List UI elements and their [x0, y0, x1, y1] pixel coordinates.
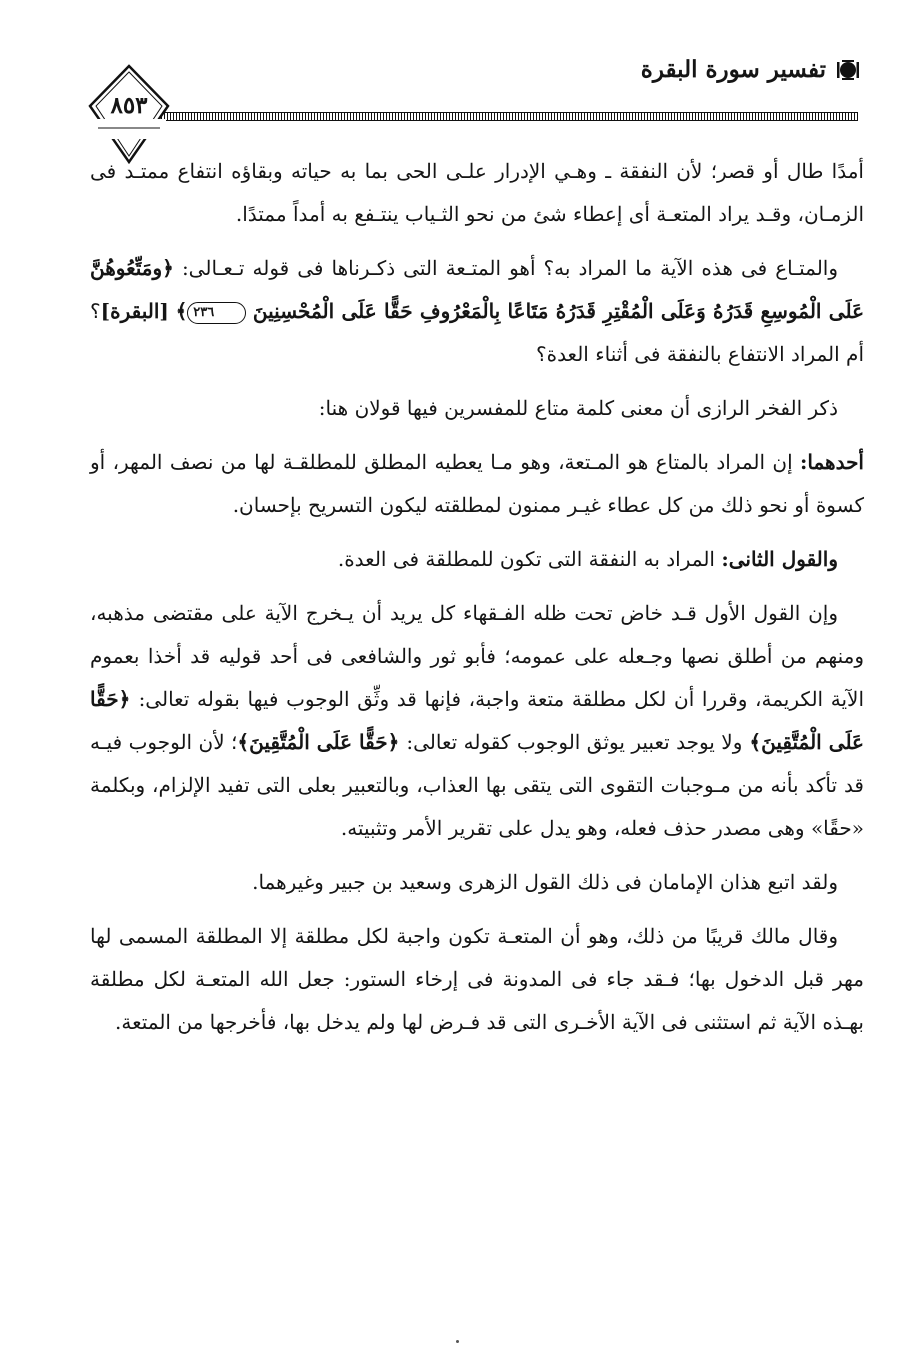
paragraph-text: أمدًا طال أو قصر؛ لأن النفقة ـ وهـي الإدرار علـى الحى بما به حياته وبقاؤه انتفاع ممتـد فى الزمـان، وقـد يراد المتعـة أى إعطاء شئ من نحو الثـياب ينتـفع به أمداً ممتدًا.	[90, 159, 864, 226]
quran-close-bracket: ﴾	[175, 299, 188, 323]
paragraph-text: ولقد اتبع هذان الإمامان فى ذلك القول الزهرى وسعيد بن جبير وغيرهما.	[252, 870, 838, 894]
page-number: ٨٥٣	[110, 92, 148, 119]
paragraph	[90, 538, 864, 581]
paragraph-text: وقال مالك قريبًا من ذلك، وهو أن المتعـة تكون واجبة لكل مطلقة إلا المطلقة المسمى لها مهر قبل الدخول بها؛ فـقد جاء فى المدونة فى إرخاء الستور: جعل الله المتعـة لكل مطلقة بهـذه الآية ثم استثنى فى الآية الأخـرى التى قد فـرض لها ولم يدخل بها، فأخرجها من المتعة.	[90, 924, 864, 1034]
surah-reference: [البقرة]	[100, 299, 169, 323]
paragraph-text: والمتـاع فى هذه الآية ما المراد به؟ أهو المتـعة التى ذكـرناها فى قوله تـعـالى:	[181, 256, 839, 280]
paragraph-text: إن المراد بالمتاع هو المـتعة، وهو مـا يعطيه المطلق للمطلقـة لها من نصف المهر، أو كسوة أو نحو ذلك من كل عطاء غيـر ممنون لمطلقته ليكون التسريح بإحسان.	[90, 450, 864, 517]
ornament-icon	[834, 58, 862, 82]
running-title: تفسير سورة البقرة	[640, 56, 826, 83]
header-rule	[158, 112, 858, 121]
page-body	[90, 150, 864, 1055]
paragraph-text: المراد به النفقة التى تكون للمطلقة فى العدة.	[337, 547, 722, 571]
ayah-number: ٢٣٦	[187, 302, 246, 324]
page-header	[88, 52, 862, 162]
paragraph	[90, 915, 864, 1044]
paragraph-text: ذكر الفخر الرازى أن معنى كلمة متاع للمفسرين فيها قولان هنا:	[318, 396, 838, 420]
paragraph	[90, 592, 864, 850]
paragraph-label: والقول الثانى:	[721, 547, 838, 571]
paragraph-text: ولا يوجد تعبير يوثق الوجوب كقوله تعالى:	[406, 730, 743, 754]
paragraph	[90, 150, 864, 236]
paragraph	[90, 387, 864, 430]
quran-verse: ﴿حَقًّا عَلَى الْمُتَّقِينَ﴾	[90, 687, 864, 754]
quran-verse: ﴿ومَتِّعُوهُنَّ عَلَى الْمُوسِعِ قَدَرُهُ وَعَلَى الْمُقْتِرِ قَدَرُهُ مَتَاعًا بِالْمَعْرُوفِ حَقًّا عَلَى الْمُحْسِنِينَ	[90, 256, 864, 323]
quran-verse: ﴿حَقًّا عَلَى الْمُتَّقِينَ﴾	[237, 730, 407, 754]
paragraph-text: ؟ أم المراد الانتفاع بالنفقة فى أثناء العدة؟	[90, 299, 864, 366]
paragraph	[90, 861, 864, 904]
paragraph-label: أحدهما:	[799, 450, 864, 474]
paragraph	[90, 247, 864, 376]
paragraph-text: ؛ لأن الوجوب فيـه قد تأكد بأنه من مـوجبات التقوى التى يتقى بها العذاب، وبالتعبير بعلى التى تفيد الإلزام، وبكلمة «حقًا» وهى مصدر حذف فعله، وهو يدل على تقرير الأمر وتثبيته.	[90, 730, 864, 840]
paragraph-text: وإن القول الأول قـد خاض تحت ظله الفـقهاء كل يريد أن يـخرج الآية على مقتضى مذهبه، ومنهم من أطلق نصها وجـعله على عمومه؛ فأبو ثور والشافعى فى أحد قوليه قد أخذا بعموم الآية الكريمة، وقررا أن لكل مطلقة متعة واجبة، فإنها قد وثِّق الوجوب فيها بقوله تعالى:	[90, 601, 864, 711]
footer-dot	[456, 1340, 459, 1343]
paragraph	[90, 441, 864, 527]
